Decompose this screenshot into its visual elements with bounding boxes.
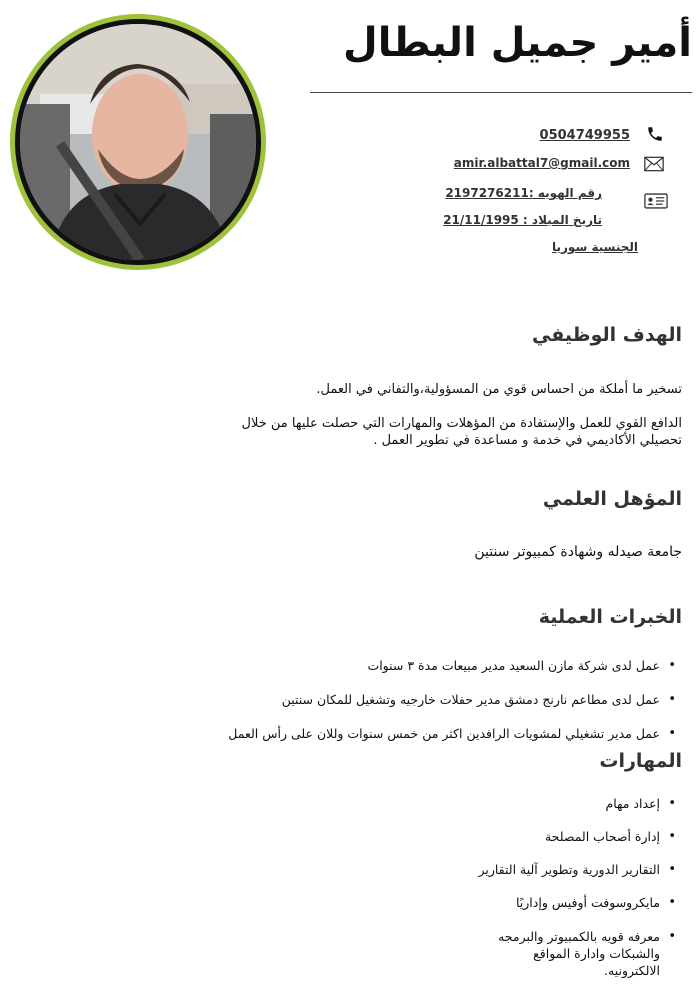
objective-paragraph-2: الدافع القوي للعمل والإستفادة من المؤهلات والمهارات التي حصلت عليها من خلال تحصيلي الأكاديمي في خدمة و مساعدة في تطوير العمل . xyxy=(241,416,682,448)
birth-date: تاريخ الميلاد : 21/11/1995 xyxy=(443,213,602,227)
phone-number[interactable]: 0504749955 xyxy=(539,128,630,143)
skills-list xyxy=(476,796,676,979)
education-text: جامعة صيدله وشهادة كمبيوتر سنتين xyxy=(474,544,682,560)
experience-item: • عمل لدى مطاعم نارنج دمشق مدير حفلات خارجيه وتشغيل للمكان سنتين xyxy=(228,692,676,726)
experience-list xyxy=(228,658,676,760)
id-card-icon xyxy=(644,193,668,209)
skill-item: • إدارة أصحاب المصلحة xyxy=(476,829,676,862)
experience-item: • عمل مدير تشغيلي لمشويات الرافدين اكثر من خمس سنوات وللان على رأس العمل xyxy=(228,726,676,760)
envelope-icon xyxy=(644,156,664,172)
profile-photo-frame xyxy=(10,14,266,270)
objective-heading: الهدف الوظيفي xyxy=(532,324,682,346)
skill-item: • التقارير الدورية وتطوير آلية التقارير xyxy=(476,862,676,895)
skills-heading: المهارات xyxy=(599,750,682,772)
skill-item: • معرفه قويه بالكمبيوتر والبرمجه والشبكات وادارة المواقع الالكترونيه. xyxy=(476,928,676,979)
profile-photo xyxy=(20,24,256,260)
candidate-name: أمير جميل البطال xyxy=(343,20,692,66)
email-address[interactable]: amir.albattal7@gmail.com xyxy=(453,156,630,170)
id-number: رقم الهويه :2197276211 xyxy=(445,186,602,200)
skill-item: • مايكروسوفت أوفيس وإداريًا xyxy=(476,895,676,928)
experience-heading: الخبرات العملية xyxy=(538,606,682,628)
nationality: الجنسية سوريا xyxy=(552,240,638,254)
name-divider xyxy=(310,92,692,93)
phone-icon xyxy=(646,125,664,143)
education-heading: المؤهل العلمي xyxy=(542,488,682,510)
skill-item: • إعداد مهام xyxy=(476,796,676,829)
profile-photo-border xyxy=(15,19,261,265)
objective-paragraph-1: تسخير ما أملكة من احساس قوي من المسؤولية،والتفاني في العمل. xyxy=(316,382,682,397)
experience-item: • عمل لدى شركة مازن السعيد مدير مبيعات مدة ٣ سنوات xyxy=(228,658,676,692)
